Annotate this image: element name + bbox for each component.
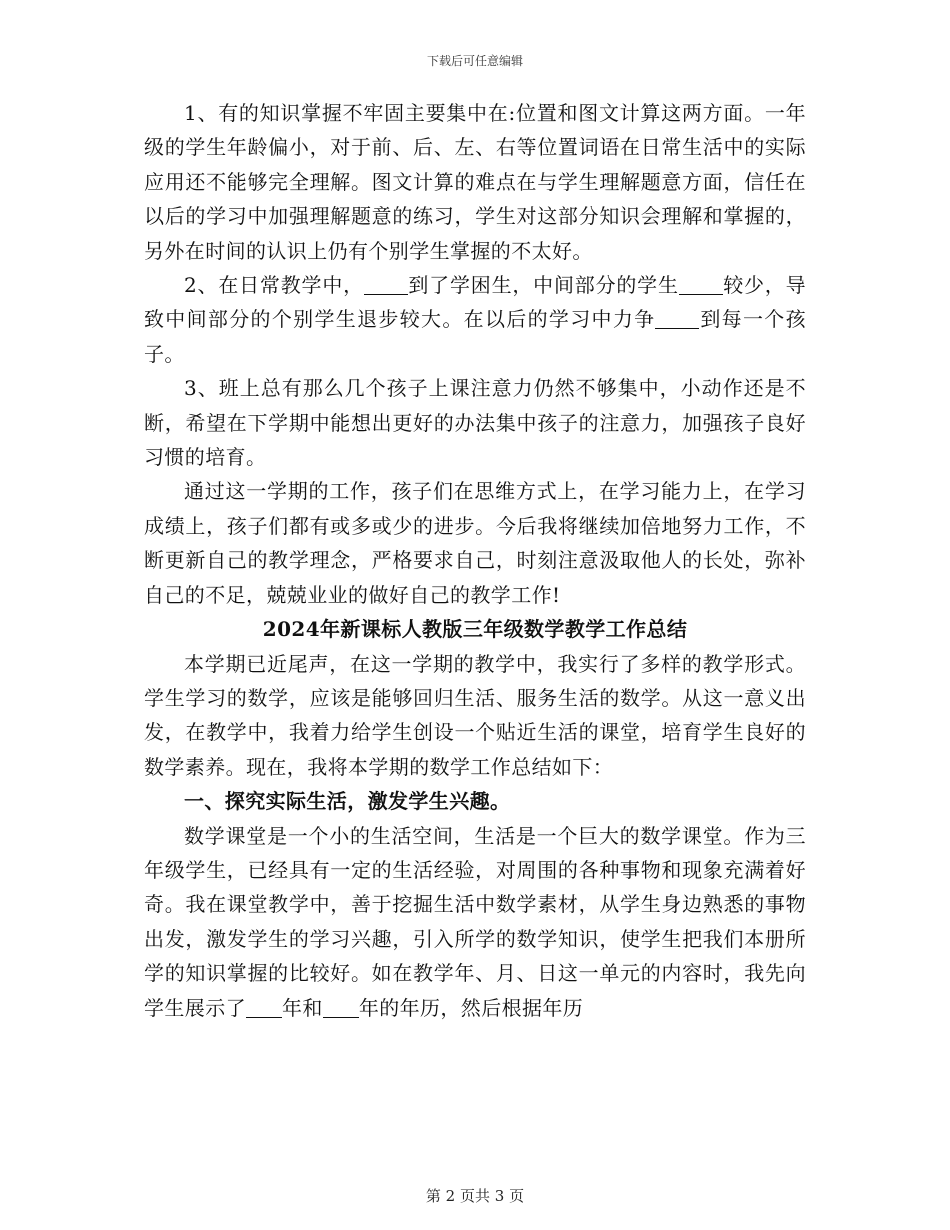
paragraph-classroom-life (144, 819, 806, 1025)
section-title: 2024年新课标人教版三年级数学教学工作总结 (262, 617, 688, 642)
text-segment: 到每一个孩子。 (144, 307, 807, 366)
text-segment: 年的年历，然后根据年历 (358, 995, 584, 1020)
paragraph-conclusion: 通过这一学期的工作，孩子们在思维方式上，在学习能力上，在学习成绩上，孩子们都有或多或少的进步。今后我将继续加倍地努力工作，不断更新自己的教学理念，严格要求自己，时刻注意汲取他人的长处，弥补自己的不足，兢兢业业的做好自己的教学工作! (144, 479, 806, 607)
paragraph-attention: 3、班上总有那么几个孩子上课注意力仍然不够集中，小动作还是不断，希望在下学期中能想出更好的办法集中孩子的注意力，加强孩子良好习惯的培育。 (144, 376, 806, 470)
fill-blank (679, 274, 723, 295)
paragraph-intro: 本学期已近尾声，在这一学期的教学中，我实行了多样的教学形式。学生学习的数学，应该是能够回归生活、服务生活的数学。从这一意义出发，在教学中，我着力给学生创设一个贴近生活的课堂，培育学生良好的数学素养。现在，我将本学期的数学工作总结如下： (144, 651, 806, 779)
fill-blank (655, 308, 699, 329)
paragraph-knowledge-issues: 1、有的知识掌握不牢固主要集中在:位置和图文计算这两方面。一年级的学生年龄偏小，对于前、后、左、右等位置词语在日常生活中的实际应用还不能够完全理解。图文计算的难点在与学生理解题意方面，信任在以后的学习中加强理解题意的练习，学生对这部分知识会理解和掌握的，另外在时间的认识上仍有个别学生掌握的不太好。 (144, 101, 806, 263)
subheading-explore-life: 一、探究实际生活，激发学生兴趣。 (184, 789, 511, 814)
text-segment: 较少，导致中间部分的个别学生退步较大。在以后的学习中力争 (144, 273, 807, 332)
text-segment: 到了学困生，中间部分的学生 (407, 273, 679, 298)
text-segment: 年和 (282, 995, 323, 1020)
fill-blank (364, 274, 408, 295)
fill-blank (323, 997, 359, 1018)
page-footer: 第 2 页共 3 页 (425, 1187, 525, 1205)
fill-blank (246, 997, 282, 1018)
text-segment: 2、在日常教学中， (184, 273, 364, 298)
paragraph-teaching-gaps (144, 268, 806, 371)
document-body (144, 96, 806, 1025)
text-segment: 数学课堂是一个小的生活空间，生活是一个巨大的数学课堂。作为三年级学生，已经具有一定的生活经验，对周围的各种事物和现象充满着好奇。我在课堂教学中，善于挖掘生活中数学素材，从学生身边熟悉的事物出发，激发学生的学习兴趣，引入所学的数学知识，使学生把我们本册所学的知识掌握的比较好。如在教学年、月、日这一单元的内容时，我先向学生展示了 (144, 823, 806, 1020)
page-header: 下载后可任意编辑 (426, 54, 523, 68)
